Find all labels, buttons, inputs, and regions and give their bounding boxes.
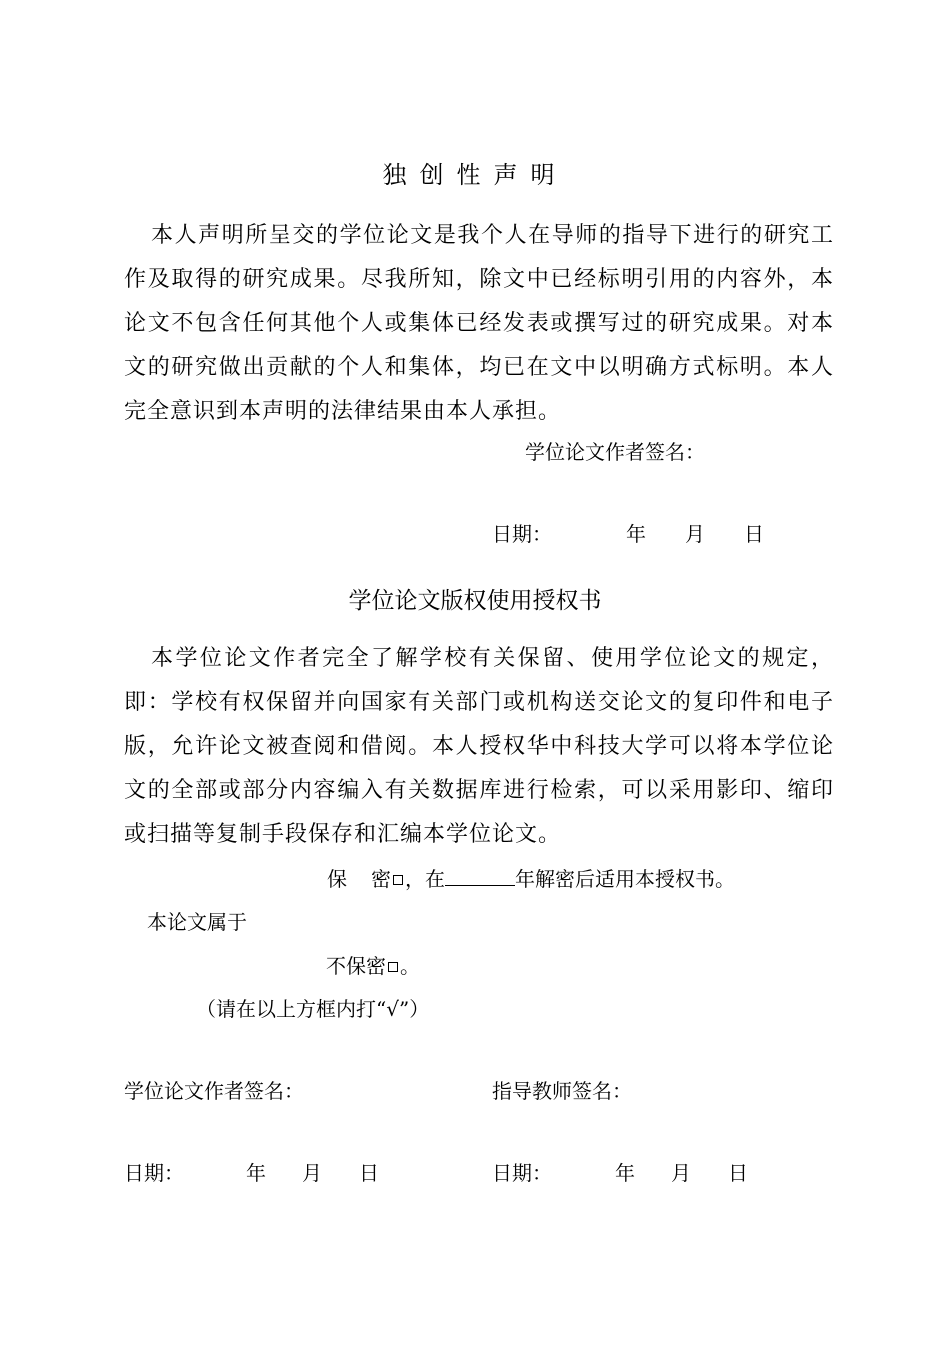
advisor-signature-label: 指导教师签名： [492,1079,632,1103]
originality-month-label: 月 [685,522,705,546]
belongs-label: 本论文属于 [147,910,247,934]
not-secret-label: 不保密 [326,954,386,978]
declassify-year-blank[interactable] [445,867,515,886]
not-secret-end: 。 [400,954,420,978]
secret-option-row [327,866,735,892]
author-day-label: 日 [359,1161,379,1185]
originality-date-label: 日期： [492,522,552,546]
not-secret-checkbox[interactable] [388,962,398,972]
author-date-label: 日期： [124,1161,184,1185]
originality-day-label: 日 [744,522,764,546]
advisor-month-label: 月 [671,1161,691,1185]
secret-label-part2: 密 [371,867,391,891]
copyright-title: 学位论文版权使用授权书 [348,588,602,614]
author-year-label: 年 [246,1161,266,1185]
secret-label-part1: 保 [327,867,347,891]
secret-suffix-label: 年解密后适用本授权书。 [515,867,735,891]
originality-year-label: 年 [626,522,646,546]
originality-signature-label: 学位论文作者签名： [525,440,705,464]
advisor-year-label: 年 [615,1161,635,1185]
advisor-date-label: 日期： [492,1161,552,1185]
not-secret-option-row [326,953,420,979]
advisor-day-label: 日 [728,1161,748,1185]
originality-title: 独创性声明 [382,161,568,189]
author-month-label: 月 [302,1161,322,1185]
checkbox-instruction: （请在以上方框内打“√”） [196,997,430,1021]
secret-in-label: ，在 [405,867,445,891]
originality-body: 本人声明所呈交的学位论文是我个人在导师的指导下进行的研究工作及取得的研究成果。尽我所知，除文中已经标明引用的内容外，本论文不包含任何其他个人或集体已经发表或撰写过的研究成果。对本文的研究做出贡献的个人和集体，均已在文中以明确方式标明。本人完全意识到本声明的法律结果由本人承担。 [124,223,834,424]
secret-checkbox[interactable] [393,875,403,885]
copyright-body: 本学位论文作者完全了解学校有关保留、使用学位论文的规定，即：学校有权保留并向国家有关部门或机构送交论文的复印件和电子版，允许论文被查阅和借阅。本人授权华中科技大学可以将本学位论文的全部或部分内容编入有关数据库进行检索，可以采用影印、缩印或扫描等复制手段保存和汇编本学位论文。 [124,646,834,847]
author-signature-label: 学位论文作者签名： [124,1079,304,1103]
